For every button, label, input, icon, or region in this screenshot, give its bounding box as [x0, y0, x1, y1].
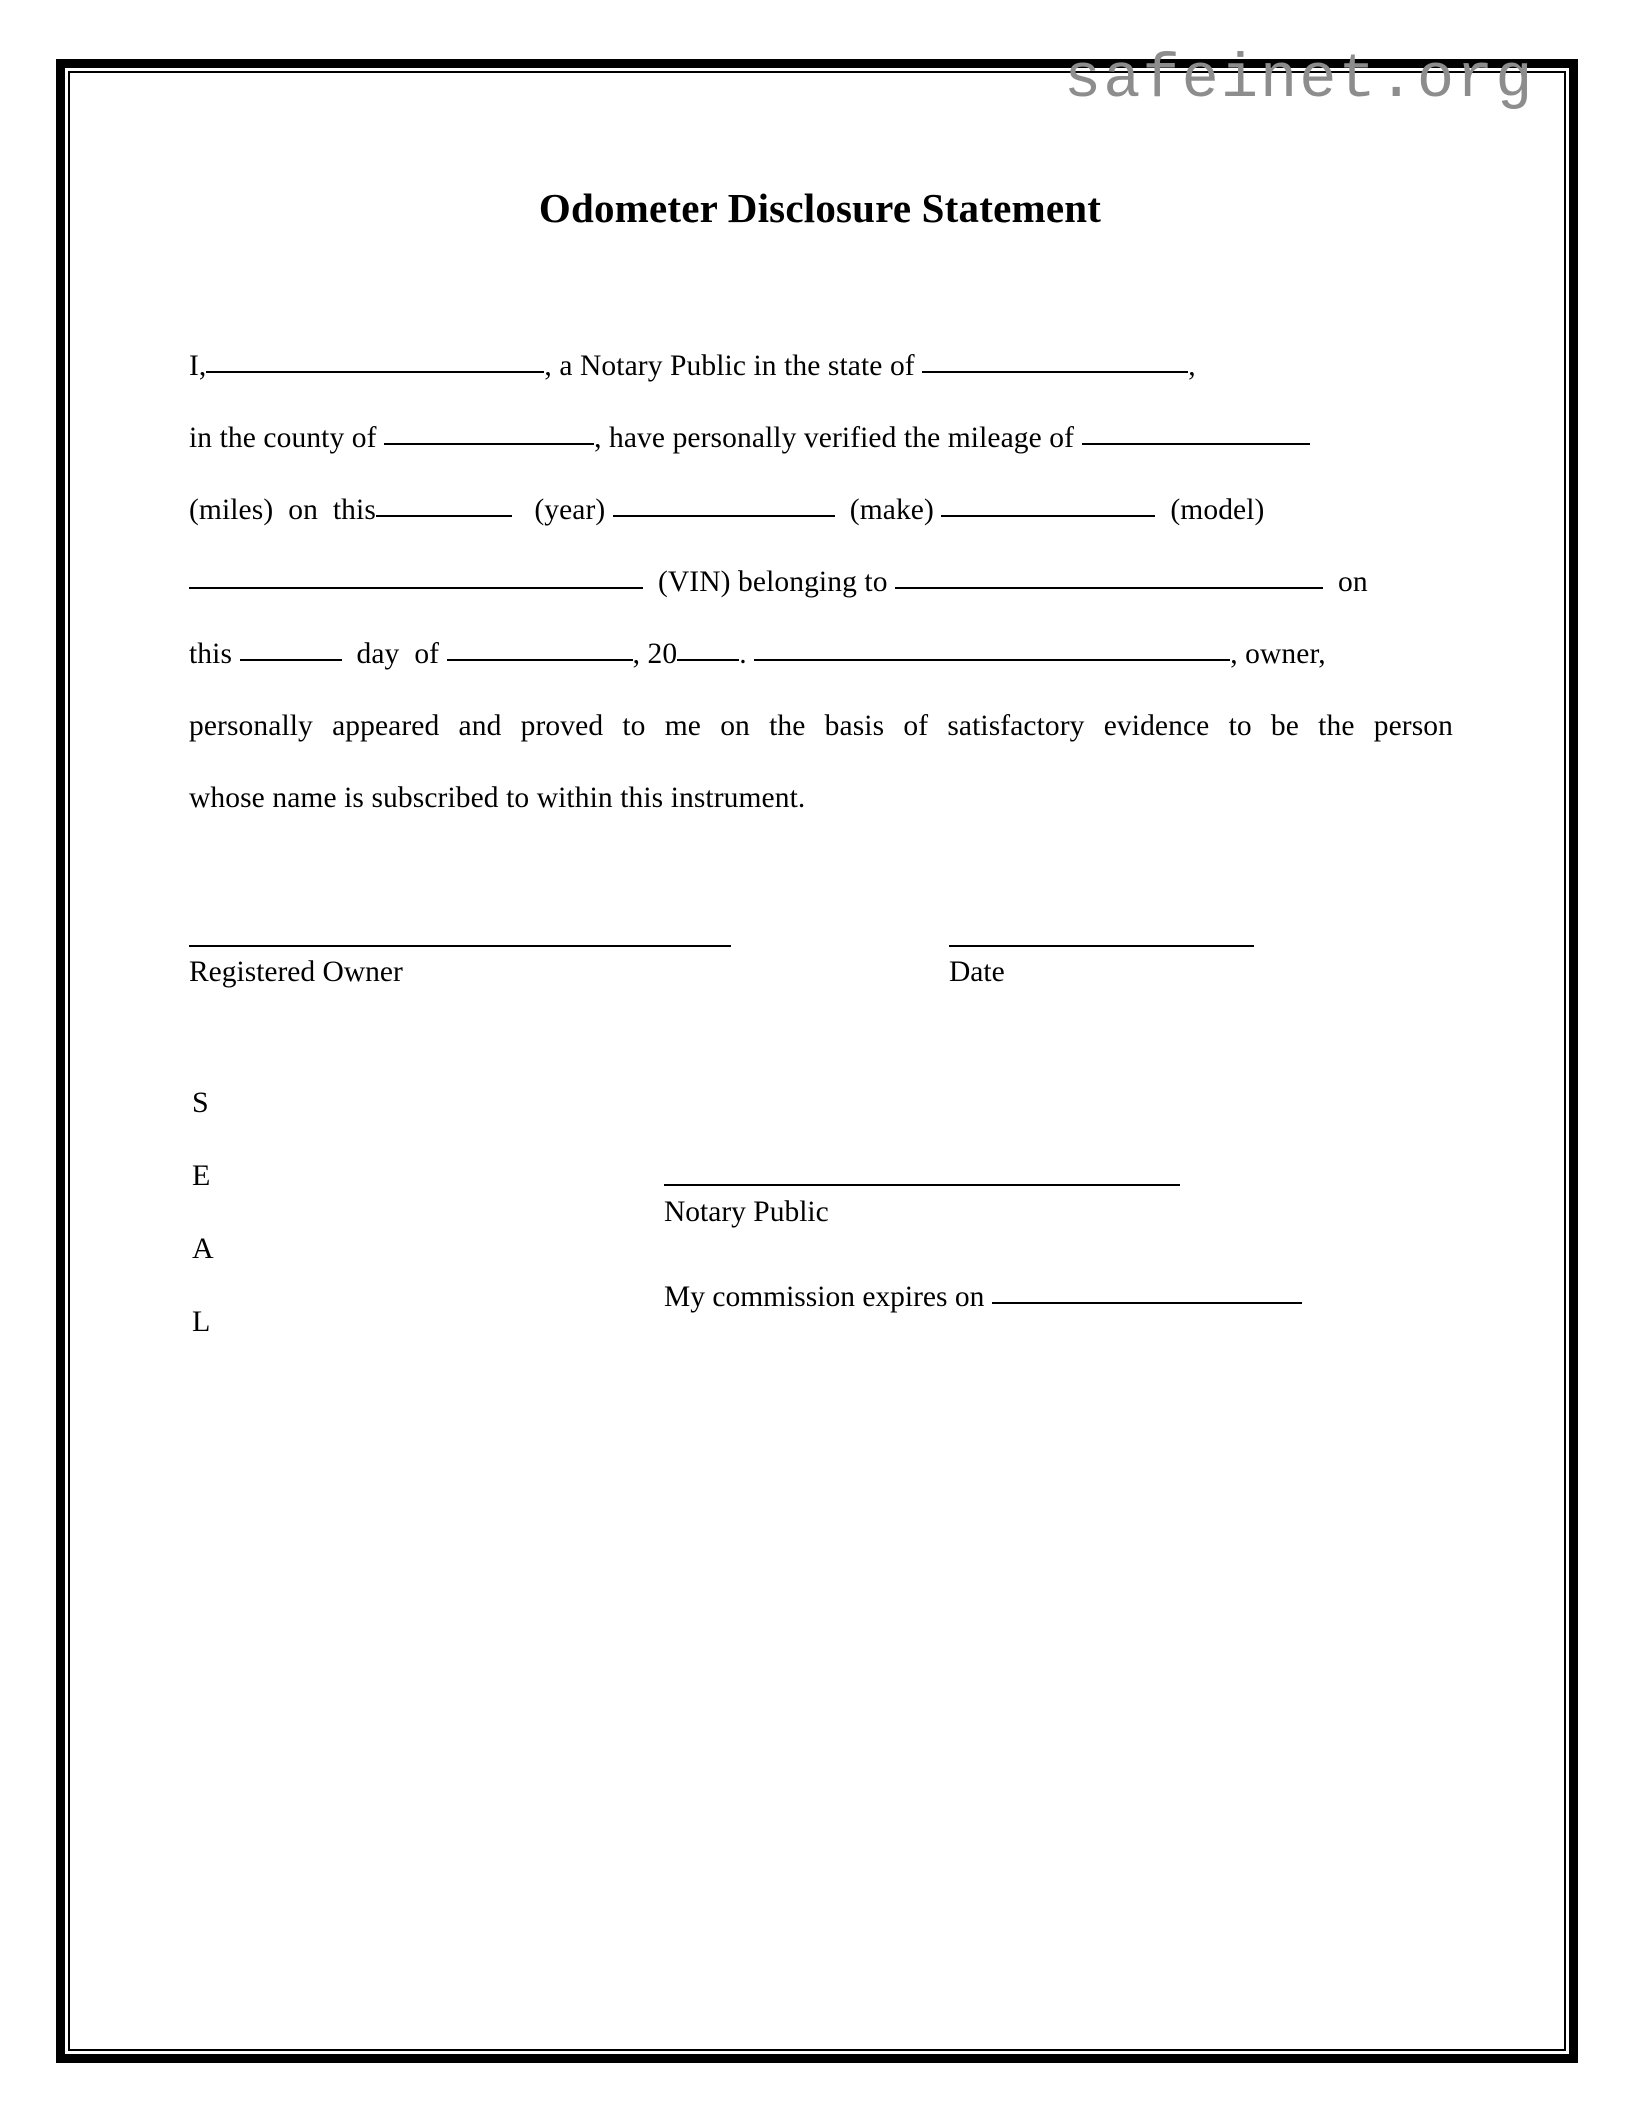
- blank-year[interactable]: [613, 494, 835, 517]
- line5-seg6: , owner,: [1230, 638, 1326, 670]
- blank-mileage[interactable]: [1082, 422, 1310, 445]
- blank-day[interactable]: [240, 638, 342, 661]
- body-paragraph: [189, 330, 1453, 834]
- seal-letter-e: E: [192, 1159, 211, 1192]
- line5-seg1: this: [189, 638, 233, 670]
- seal-column: [192, 1085, 252, 1377]
- date-label: Date: [949, 956, 1005, 988]
- line2-seg1: in the county of: [189, 422, 377, 454]
- blank-notary-name[interactable]: [206, 350, 544, 373]
- commission-expiry-label: My commission expires on: [664, 1281, 985, 1313]
- seal-letter-a: A: [192, 1232, 214, 1265]
- line3-seg5: (make): [849, 494, 934, 526]
- line4-seg1: (VIN): [657, 566, 731, 598]
- seal-letter-l: L: [192, 1305, 211, 1338]
- line5-seg4: , 20: [632, 638, 678, 670]
- body-line-4: [189, 546, 1453, 618]
- blank-belonging-to[interactable]: [895, 566, 1323, 589]
- line3-seg6: (model): [1170, 494, 1265, 526]
- watermark-text: safeinet.org: [1064, 44, 1535, 115]
- body-line-3: [189, 474, 1453, 546]
- line4-seg2: belonging: [738, 566, 857, 598]
- notary-block: [664, 1184, 1364, 1314]
- registered-owner-signature-block: [189, 945, 731, 989]
- body-line-6: personally appeared and proved to me on the basis of satisfactory evidence to be the person: [189, 710, 1453, 742]
- line3-seg3: this: [332, 494, 376, 526]
- blank-state[interactable]: [922, 350, 1188, 373]
- blank-vin[interactable]: [189, 566, 643, 589]
- registered-owner-label: Registered Owner: [189, 956, 403, 988]
- body-line-7: whose name is subscribed to within this instrument.: [189, 782, 806, 814]
- page-title: Odometer Disclosure Statement: [538, 185, 1102, 231]
- blank-make[interactable]: [941, 494, 1155, 517]
- commission-expiry-line: [664, 1229, 1364, 1314]
- blank-this[interactable]: [376, 494, 512, 517]
- blank-county[interactable]: [384, 422, 594, 445]
- line1-seg3: ,: [1188, 350, 1196, 382]
- line3-seg2: on: [288, 494, 318, 526]
- line4-seg3: to: [864, 566, 888, 598]
- body-line-2: [189, 402, 1453, 474]
- line1-seg2: , a Notary Public in the state of: [544, 350, 915, 382]
- line3-seg1: (miles): [189, 494, 274, 526]
- line4-seg4: on: [1338, 566, 1368, 598]
- date-signature-block: [949, 945, 1254, 989]
- blank-year-suffix[interactable]: [677, 638, 739, 661]
- line2-seg2: , have personally verified the mileage of: [594, 422, 1075, 454]
- line1-seg1: I,: [189, 350, 207, 382]
- blank-commission-expiry[interactable]: [992, 1281, 1302, 1304]
- line5-seg2: day: [356, 638, 400, 670]
- blank-month[interactable]: [447, 638, 633, 661]
- body-line-5: [189, 618, 1453, 690]
- seal-letter-s: S: [192, 1086, 209, 1119]
- line3-seg4: (year): [534, 494, 606, 526]
- line5-seg5: .: [739, 638, 747, 670]
- notary-public-label: Notary Public: [664, 1196, 829, 1228]
- line5-seg3: of: [414, 638, 440, 670]
- blank-owner-name[interactable]: [754, 638, 1230, 661]
- body-line-1: [189, 330, 1453, 402]
